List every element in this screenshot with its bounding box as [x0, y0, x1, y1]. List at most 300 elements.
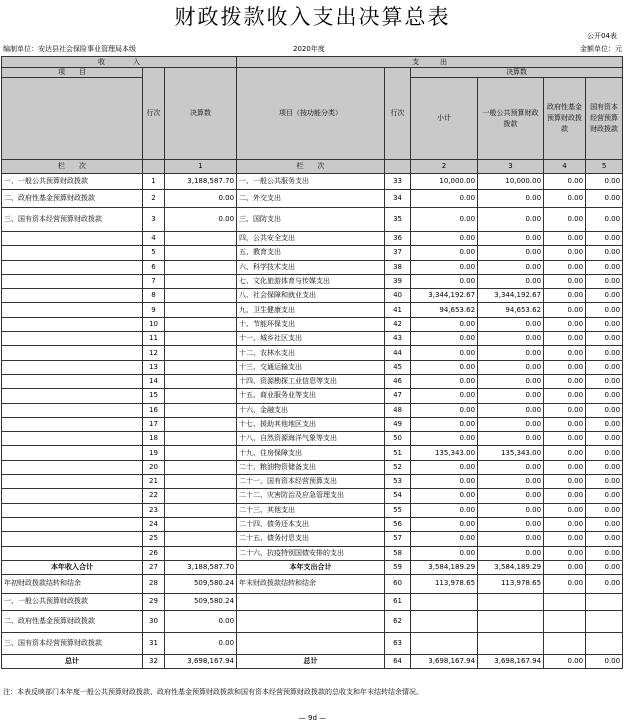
expense-general: 3,344,192.67: [478, 289, 544, 303]
table-row: [2, 246, 623, 260]
income-line-no: 12: [143, 346, 165, 360]
expense-state-capital: 0.00: [586, 260, 623, 274]
expense-line-no: 53: [385, 475, 411, 489]
carry-in-item: 一、一般公共预算财政拨款: [2, 593, 143, 610]
expense-subtotal: 0.00: [411, 432, 478, 446]
header-expense: 支 出: [237, 57, 623, 68]
expense-state-capital: 0.00: [586, 274, 623, 288]
expense-item: 十五、商业服务业等支出: [237, 389, 385, 403]
income-line-no: 16: [143, 403, 165, 417]
expense-general: 135,343.00: [478, 446, 544, 460]
expense-general: 0.00: [478, 403, 544, 417]
grand-gov-fund: 0.00: [544, 654, 586, 668]
meta-line: [3, 44, 622, 56]
carry-in-no: 31: [143, 632, 165, 654]
table-row: [2, 446, 623, 460]
header-final-amount-group: 决算数: [411, 68, 623, 78]
carry-row: [2, 610, 623, 632]
carry-begin-no: 28: [143, 574, 165, 593]
expense-general: 0.00: [478, 232, 544, 246]
header-final-amount: 决算数: [165, 68, 237, 160]
money-unit-label: 金额单位：元: [580, 45, 622, 53]
carry-ex-no: 63: [385, 632, 411, 654]
expense-state-capital: 0.00: [586, 460, 623, 474]
table-row: [2, 389, 623, 403]
table-row: [2, 232, 623, 246]
expense-item: 二十二、灾害防治及应急管理支出: [237, 489, 385, 503]
expense-item: 十七、援助其他地区支出: [237, 417, 385, 431]
expense-gov-fund: 0.00: [544, 460, 586, 474]
expense-item: 五、教育支出: [237, 246, 385, 260]
expense-item: 一、一般公共服务支出: [237, 174, 385, 190]
expense-item: 十、节能环保支出: [237, 317, 385, 331]
income-amount: [165, 403, 237, 417]
header-line-no-2: 行次: [385, 68, 411, 160]
expense-state-capital: 0.00: [586, 289, 623, 303]
income-amount: [165, 389, 237, 403]
table-row: [2, 374, 623, 388]
expense-item: 十三、交通运输支出: [237, 360, 385, 374]
income-amount: 0.00: [165, 208, 237, 232]
income-line-no: 14: [143, 374, 165, 388]
expense-line-no: 57: [385, 532, 411, 546]
table-row: [2, 432, 623, 446]
expense-general: 0.00: [478, 317, 544, 331]
expense-gov-fund: 0.00: [544, 190, 586, 208]
income-amount: [165, 232, 237, 246]
income-item: [2, 303, 143, 317]
expense-state-capital: 0.00: [586, 246, 623, 260]
income-item: [2, 346, 143, 360]
income-item: [2, 360, 143, 374]
col-3: 3: [478, 160, 544, 174]
carry-end-no: 60: [385, 574, 411, 593]
grand-total-label-2: 总计: [237, 654, 385, 668]
income-line-no: 26: [143, 546, 165, 560]
expense-state-capital: 0.00: [586, 360, 623, 374]
grand-general: 3,698,167.94: [478, 654, 544, 668]
grand-total-label: 总计: [2, 654, 143, 668]
expense-subtotal: 0.00: [411, 374, 478, 388]
expense-line-no: 54: [385, 489, 411, 503]
expense-general: 0.00: [478, 332, 544, 346]
expense-item: 三、国防支出: [237, 208, 385, 232]
table-row: [2, 190, 623, 208]
expense-subtotal: 10,000.00: [411, 174, 478, 190]
col-2: 2: [411, 160, 478, 174]
expense-item: 二、外交支出: [237, 190, 385, 208]
carry-in-amount: 509,580.24: [165, 593, 237, 610]
expense-state-capital: 0.00: [586, 489, 623, 503]
table-row: [2, 289, 623, 303]
expense-gov-fund: 0.00: [544, 246, 586, 260]
expense-general: 0.00: [478, 260, 544, 274]
column-label: 栏 次: [2, 160, 143, 174]
expense-state-capital: 0.00: [586, 346, 623, 360]
expense-general: 94,653.62: [478, 303, 544, 317]
income-item: [2, 503, 143, 517]
header-row-top: [2, 57, 623, 68]
expense-line-no: 55: [385, 503, 411, 517]
expense-item: 十一、城乡社区支出: [237, 332, 385, 346]
table-row: [2, 460, 623, 474]
expense-gov-fund: 0.00: [544, 260, 586, 274]
carry-begin-row: [2, 574, 623, 593]
expense-gov-fund: 0.00: [544, 303, 586, 317]
expense-state-capital: 0.00: [586, 532, 623, 546]
carry-begin-label: 年初财政拨款结转和结余: [2, 574, 143, 593]
expense-general: 0.00: [478, 517, 544, 531]
expense-general: 0.00: [478, 460, 544, 474]
income-item: [2, 289, 143, 303]
final-accounts-table: [1, 56, 623, 669]
expense-general: 0.00: [478, 208, 544, 232]
expense-line-no: 41: [385, 303, 411, 317]
income-amount: [165, 360, 237, 374]
header-item-blank: [2, 78, 143, 160]
income-amount: [165, 274, 237, 288]
expense-line-no: 48: [385, 403, 411, 417]
expense-general: 0.00: [478, 360, 544, 374]
carry-in-no: 29: [143, 593, 165, 610]
expense-gov-fund: 0.00: [544, 208, 586, 232]
header-state-capital: 国有资本经营预算财政拨款: [586, 78, 623, 160]
expense-subtotal: 0.00: [411, 532, 478, 546]
income-amount: [165, 475, 237, 489]
header-gov-fund: 政府性基金预算财政拨款: [544, 78, 586, 160]
income-item: [2, 417, 143, 431]
income-line-no: 21: [143, 475, 165, 489]
grand-in-no: 32: [143, 654, 165, 668]
grand-total-row: [2, 654, 623, 668]
income-item: [2, 232, 143, 246]
income-item: 二、政府性基金预算财政拨款: [2, 190, 143, 208]
income-item: [2, 274, 143, 288]
expense-subtotal: 0.00: [411, 389, 478, 403]
expense-subtotal: 135,343.00: [411, 446, 478, 460]
carry-ex-no: 62: [385, 610, 411, 632]
expense-general: 0.00: [478, 475, 544, 489]
expense-total-gov-fund: 0.00: [544, 560, 586, 574]
carry-end-state-capital: 0.00: [586, 574, 623, 593]
expense-gov-fund: 0.00: [544, 503, 586, 517]
header-item: 项 目: [2, 68, 143, 78]
expense-general: 0.00: [478, 489, 544, 503]
expense-subtotal: 0.00: [411, 503, 478, 517]
expense-gov-fund: 0.00: [544, 403, 586, 417]
income-amount: [165, 532, 237, 546]
income-amount: [165, 289, 237, 303]
expense-line-no: 34: [385, 190, 411, 208]
expense-state-capital: 0.00: [586, 417, 623, 431]
carry-row: [2, 593, 623, 610]
carry-in-item: 二、政府性基金预算财政拨款: [2, 610, 143, 632]
expense-state-capital: 0.00: [586, 332, 623, 346]
income-line-no: 17: [143, 417, 165, 431]
income-item: 一、一般公共预算财政拨款: [2, 174, 143, 190]
expense-gov-fund: 0.00: [544, 475, 586, 489]
expense-item: 十二、农林水支出: [237, 346, 385, 360]
income-item: [2, 246, 143, 260]
table-row: [2, 503, 623, 517]
table-row: [2, 303, 623, 317]
expense-gov-fund: 0.00: [544, 546, 586, 560]
expense-gov-fund: 0.00: [544, 346, 586, 360]
expense-state-capital: 0.00: [586, 317, 623, 331]
income-amount: [165, 460, 237, 474]
income-item: [2, 389, 143, 403]
col-1: 1: [165, 160, 237, 174]
income-line-no: 23: [143, 503, 165, 517]
expense-gov-fund: 0.00: [544, 532, 586, 546]
expense-line-no: 52: [385, 460, 411, 474]
carry-end-gov-fund: 0.00: [544, 574, 586, 593]
expense-general: 10,000.00: [478, 174, 544, 190]
income-amount: [165, 332, 237, 346]
income-amount: [165, 503, 237, 517]
column-label-2: 栏 次: [237, 160, 385, 174]
column-label-row: [2, 160, 623, 174]
table-row: [2, 260, 623, 274]
expense-total-subtotal: 3,584,189.29: [411, 560, 478, 574]
income-amount: [165, 317, 237, 331]
grand-in-amount: 3,698,167.94: [165, 654, 237, 668]
income-line-no: 6: [143, 260, 165, 274]
expense-general: 0.00: [478, 389, 544, 403]
expense-state-capital: 0.00: [586, 389, 623, 403]
table-row: [2, 417, 623, 431]
expense-line-no: 40: [385, 289, 411, 303]
income-line-no: 7: [143, 274, 165, 288]
form-number: 公开04表: [587, 32, 617, 40]
totals-row: [2, 560, 623, 574]
expense-subtotal: 0.00: [411, 475, 478, 489]
col-5: 5: [586, 160, 623, 174]
expense-gov-fund: 0.00: [544, 360, 586, 374]
expense-general: 0.00: [478, 374, 544, 388]
expense-general: 0.00: [478, 503, 544, 517]
income-total-no: 27: [143, 560, 165, 574]
expense-subtotal: 0.00: [411, 274, 478, 288]
header-income: 收 入: [2, 57, 237, 68]
expense-subtotal: 0.00: [411, 260, 478, 274]
income-amount: [165, 517, 237, 531]
income-line-no: 9: [143, 303, 165, 317]
expense-total-no: 59: [385, 560, 411, 574]
table-row: [2, 475, 623, 489]
expense-total-state-capital: 0.00: [586, 560, 623, 574]
income-amount: 0.00: [165, 190, 237, 208]
expense-general: 0.00: [478, 246, 544, 260]
table-row: [2, 332, 623, 346]
expense-gov-fund: 0.00: [544, 332, 586, 346]
income-line-no: 22: [143, 489, 165, 503]
income-item: [2, 546, 143, 560]
income-line-no: 8: [143, 289, 165, 303]
table-row: [2, 403, 623, 417]
carry-in-amount: 0.00: [165, 610, 237, 632]
expense-subtotal: 0.00: [411, 232, 478, 246]
expense-subtotal: 0.00: [411, 546, 478, 560]
income-line-no: 15: [143, 389, 165, 403]
expense-gov-fund: 0.00: [544, 517, 586, 531]
expense-item: 九、卫生健康支出: [237, 303, 385, 317]
expense-gov-fund: 0.00: [544, 389, 586, 403]
income-amount: [165, 417, 237, 431]
table-row: [2, 546, 623, 560]
expense-line-no: 45: [385, 360, 411, 374]
expense-line-no: 56: [385, 517, 411, 531]
income-line-no: 3: [143, 208, 165, 232]
table-row: [2, 174, 623, 190]
expense-item: 十四、资源勘探工业信息等支出: [237, 374, 385, 388]
expense-subtotal: 0.00: [411, 246, 478, 260]
expense-subtotal: 0.00: [411, 208, 478, 232]
expense-subtotal: 0.00: [411, 360, 478, 374]
income-amount: [165, 489, 237, 503]
expense-line-no: 43: [385, 332, 411, 346]
grand-state-capital: 0.00: [586, 654, 623, 668]
expense-item: 二十、粮油物资储备支出: [237, 460, 385, 474]
expense-line-no: 42: [385, 317, 411, 331]
income-item: [2, 332, 143, 346]
carry-end-label: 年末财政拨款结转和结余: [237, 574, 385, 593]
expense-line-no: 36: [385, 232, 411, 246]
expense-gov-fund: 0.00: [544, 432, 586, 446]
expense-state-capital: 0.00: [586, 517, 623, 531]
expense-state-capital: 0.00: [586, 190, 623, 208]
expense-general: 0.00: [478, 346, 544, 360]
income-line-no: 2: [143, 190, 165, 208]
income-amount: [165, 246, 237, 260]
expense-gov-fund: 0.00: [544, 446, 586, 460]
year-label: 2020年度: [293, 45, 325, 53]
col-4: 4: [544, 160, 586, 174]
table-row: [2, 346, 623, 360]
expense-total-general: 3,584,189.29: [478, 560, 544, 574]
expense-line-no: 38: [385, 260, 411, 274]
expense-subtotal: 0.00: [411, 489, 478, 503]
header-row-2: [2, 68, 623, 78]
income-item: [2, 517, 143, 531]
income-amount: [165, 446, 237, 460]
expense-gov-fund: 0.00: [544, 489, 586, 503]
expense-subtotal: 0.00: [411, 460, 478, 474]
expense-subtotal: 0.00: [411, 517, 478, 531]
expense-gov-fund: 0.00: [544, 289, 586, 303]
income-line-no: 19: [143, 446, 165, 460]
header-general-budget: 一般公共预算财政拨款: [478, 78, 544, 160]
carry-in-amount: 0.00: [165, 632, 237, 654]
expense-item: 七、文化旅游体育与传媒支出: [237, 274, 385, 288]
income-item: [2, 403, 143, 417]
income-line-no: 10: [143, 317, 165, 331]
carry-in-item: 三、国有资本经营预算财政拨款: [2, 632, 143, 654]
income-total-label: 本年收入合计: [2, 560, 143, 574]
income-item: 三、国有资本经营预算财政拨款: [2, 208, 143, 232]
table-row: [2, 517, 623, 531]
header-line-no: 行次: [143, 68, 165, 160]
expense-general: 0.00: [478, 274, 544, 288]
grand-ex-no: 64: [385, 654, 411, 668]
expense-state-capital: 0.00: [586, 232, 623, 246]
unit-label: 编制单位：安达县社会保险事业管理局本级: [3, 45, 136, 53]
expense-line-no: 58: [385, 546, 411, 560]
expense-line-no: 35: [385, 208, 411, 232]
expense-subtotal: 0.00: [411, 346, 478, 360]
table-row: [2, 274, 623, 288]
expense-gov-fund: 0.00: [544, 174, 586, 190]
expense-state-capital: 0.00: [586, 303, 623, 317]
expense-item: 十六、金融支出: [237, 403, 385, 417]
expense-state-capital: 0.00: [586, 403, 623, 417]
expense-state-capital: 0.00: [586, 208, 623, 232]
table-row: [2, 360, 623, 374]
expense-subtotal: 0.00: [411, 403, 478, 417]
expense-item: 二十五、债务付息支出: [237, 532, 385, 546]
carry-begin-amount: 509,580.24: [165, 574, 237, 593]
income-amount: [165, 432, 237, 446]
income-amount: 3,188,587.70: [165, 174, 237, 190]
header-item-by-function: 项目（按功能分类）: [237, 68, 385, 160]
table-row: [2, 208, 623, 232]
income-line-no: 24: [143, 517, 165, 531]
expense-subtotal: 0.00: [411, 332, 478, 346]
expense-subtotal: 3,344,192.67: [411, 289, 478, 303]
carry-end-subtotal: 113,978.65: [411, 574, 478, 593]
income-item: [2, 475, 143, 489]
expense-state-capital: 0.00: [586, 374, 623, 388]
income-item: [2, 532, 143, 546]
expense-item: 二十一、国有资本经营预算支出: [237, 475, 385, 489]
expense-line-no: 49: [385, 417, 411, 431]
expense-state-capital: 0.00: [586, 446, 623, 460]
income-line-no: 20: [143, 460, 165, 474]
income-amount: [165, 346, 237, 360]
table-row: [2, 532, 623, 546]
income-item: [2, 374, 143, 388]
expense-item: 四、公共安全支出: [237, 232, 385, 246]
expense-state-capital: 0.00: [586, 546, 623, 560]
page-title: 财政拨款收入支出决算总表: [174, 5, 451, 29]
expense-state-capital: 0.00: [586, 432, 623, 446]
income-item: [2, 317, 143, 331]
expense-general: 0.00: [478, 432, 544, 446]
income-amount: [165, 546, 237, 560]
income-item: [2, 260, 143, 274]
income-amount: [165, 374, 237, 388]
expense-line-no: 50: [385, 432, 411, 446]
expense-item: 二十四、债务还本支出: [237, 517, 385, 531]
income-line-no: 5: [143, 246, 165, 260]
expense-subtotal: 0.00: [411, 417, 478, 431]
expense-subtotal: 0.00: [411, 317, 478, 331]
expense-item: 十八、自然资源海洋气象等支出: [237, 432, 385, 446]
income-line-no: 11: [143, 332, 165, 346]
expense-general: 0.00: [478, 417, 544, 431]
expense-state-capital: 0.00: [586, 475, 623, 489]
income-line-no: 4: [143, 232, 165, 246]
expense-gov-fund: 0.00: [544, 274, 586, 288]
income-line-no: 25: [143, 532, 165, 546]
expense-total-label: 本年支出合计: [237, 560, 385, 574]
expense-general: 0.00: [478, 190, 544, 208]
carry-end-general: 113,978.65: [478, 574, 544, 593]
expense-gov-fund: 0.00: [544, 417, 586, 431]
expense-state-capital: 0.00: [586, 503, 623, 517]
expense-item: 二十三、其他支出: [237, 503, 385, 517]
grand-subtotal: 3,698,167.94: [411, 654, 478, 668]
